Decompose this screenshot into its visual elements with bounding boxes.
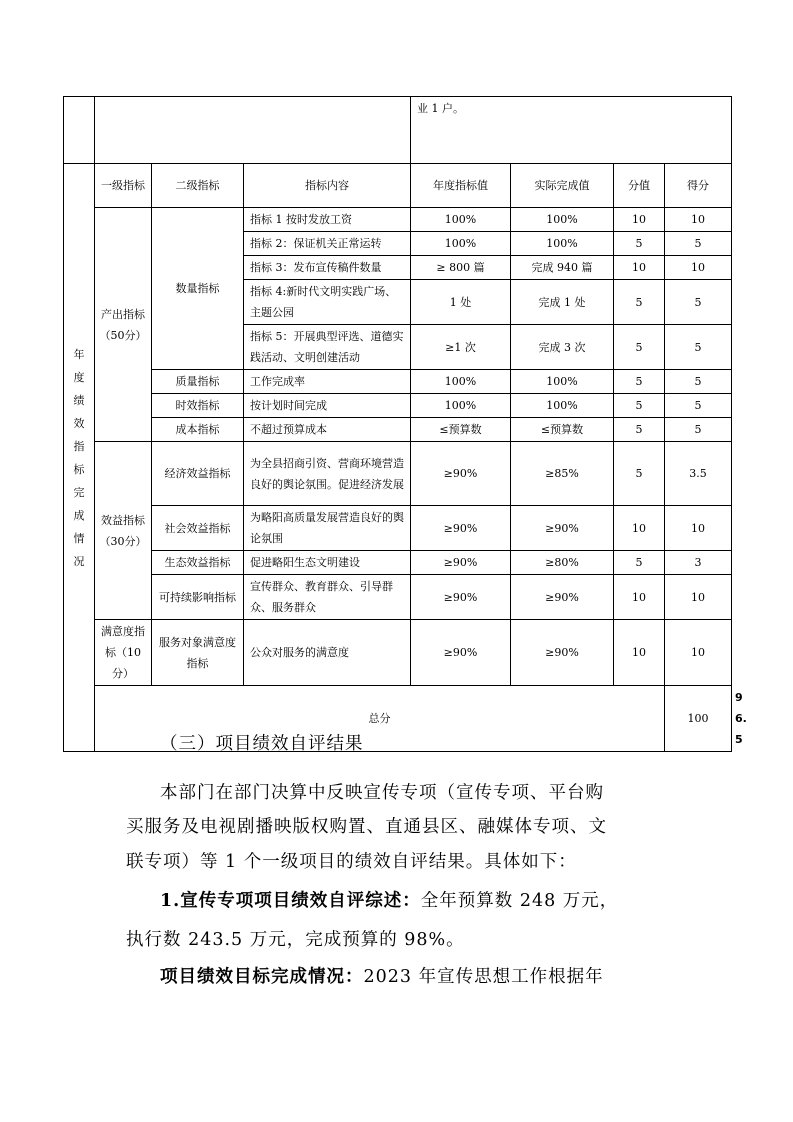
sub-social: 社会效益指标 [152,506,244,551]
row-got: 10 [665,506,732,551]
row-actual: ≥90% [511,575,614,620]
side-label: 年度绩效指标完成情况 [64,164,95,752]
row-got: 5 [665,280,732,325]
header-level1: 一级指标 [95,164,152,208]
row-target: ≥90% [411,442,511,506]
row-actual: 完成 940 篇 [511,256,614,280]
row-actual: 完成 3 次 [511,325,614,370]
group-benefit: 效益指标（30分） [95,442,152,620]
row-got: 5 [665,394,732,418]
row-target: ≥ 800 篇 [411,256,511,280]
paragraph-line: 联专项）等 1 个一级项目的绩效自评结果。具体如下： [126,852,577,872]
row-got: 5 [665,325,732,370]
row-score: 5 [614,370,665,394]
row-actual: 100% [511,232,614,256]
row-score: 5 [614,418,665,442]
row-target: 1 处 [411,280,511,325]
paragraph-line [160,965,726,989]
row-got: 5 [665,418,732,442]
row-content: 指标 1 按时发放工资 [244,208,411,232]
row-got: 10 [665,256,732,280]
row-got: 3 [665,551,732,575]
sub-service: 服务对象满意度指标 [152,620,244,686]
row-content: 指标 3：发布宣传稿件数量 [244,256,411,280]
sub-quality: 质量指标 [152,370,244,394]
blank-cell [95,97,411,164]
row-score: 10 [614,256,665,280]
section-heading: （三）项目绩效自评结果 [160,734,364,754]
row-target: 100% [411,208,511,232]
header-content: 指标内容 [244,164,411,208]
row-content: 为全县招商引资、营商环境营造良好的舆论氛围。促进经济发展 [244,442,411,506]
sub-cost: 成本指标 [152,418,244,442]
row-content: 工作完成率 [244,370,411,394]
row-actual: ≥80% [511,551,614,575]
row-target: ≥90% [411,551,511,575]
row-got: 3.5 [665,442,732,506]
row-target: 100% [411,232,511,256]
row-got: 10 [665,208,732,232]
paragraph-line: 执行数 243.5 万元，完成预算的 98%。 [126,930,465,950]
row-score: 10 [614,620,665,686]
group-output: 产出指标（50分） [95,208,152,442]
row-got: 5 [665,232,732,256]
total-label: 总分 [95,686,665,752]
row-actual: ≥85% [511,442,614,506]
row-actual: 100% [511,370,614,394]
row-content: 为略阳高质量发展营造良好的舆论氛围 [244,506,411,551]
header-actual: 实际完成值 [511,164,614,208]
row-content: 按计划时间完成 [244,394,411,418]
row-content: 不超过预算成本 [244,418,411,442]
row-target: ≥90% [411,620,511,686]
row-target: ≥90% [411,575,511,620]
row-actual: 100% [511,208,614,232]
row-target: 100% [411,370,511,394]
row-content: 指标 5：开展典型评选、道德实践活动、文明创建活动 [244,325,411,370]
row-actual: ≥90% [511,620,614,686]
header-got: 得分 [665,164,732,208]
row-score: 5 [614,232,665,256]
top-note: 业 1 户。 [411,97,732,164]
row-target: ≤预算数 [411,418,511,442]
header-level2: 二级指标 [152,164,244,208]
row-score: 10 [614,506,665,551]
row-score: 10 [614,575,665,620]
paragraph-line: 买服务及电视剧播映版权购置、直通县区、融媒体专项、文 [126,817,607,837]
goal-text: 2023 年宣传思想工作根据年 [363,967,604,987]
row-target: ≥1 次 [411,325,511,370]
row-score: 10 [614,208,665,232]
sub-ecological: 生态效益指标 [152,551,244,575]
row-score: 5 [614,325,665,370]
row-content: 宣传群众、教育群众、引导群众、服务群众 [244,575,411,620]
row-score: 5 [614,551,665,575]
row-target: ≥90% [411,506,511,551]
summary-heading: 1.宣传专项项目绩效自评综述： [160,891,421,911]
blank-cell [64,97,95,164]
row-actual: ≥90% [511,506,614,551]
row-actual: ≤预算数 [511,418,614,442]
summary-text: 全年预算数 248 万元， [420,891,619,911]
performance-table: 业 1 户。 年度绩效指标完成情况 一级指标 二级指标 指标内容 年度指标值 实际完成值 分值 得分 产出指标（50分） 数量指标 指标 1 按时发放工资 100% 100% 10 10 指标 2：保证机关正常运转 100% 100% 5 5 指标 3：发布宣传稿件数量 ≥ 800 篇 完成 940 篇 10 10 指标 4:新时代文明实践广场、主题公园 1 处 完成 1 处 5 5 指标 5：开展典型评选、道德实践活动、文明创建活动 ≥1 次 完成 3 次 5 5 质量指标 工作完成率 100% 100% 5 5 时效指标 按计划时间完成 100% 100% 5 5 成本指标 不超过预算成本 ≤预算数 ≤预算数 5 5 效益指标（30分） 经济效益指标 为全县招商引资、营商环境营造良好的舆论氛围。促进经济发展 ≥90% ≥85% 5 3.5 社会效益指标 为略阳高质量发展营造良好的舆论氛围 ≥90% ≥90% 10 10 生态效益指标 促进略阳生态文明建设 ≥90% ≥80% 5 3 可持续影响指标 宣传群众、教育群众、引导群众、服务群众 ≥90% ≥90% 10 10 满意度指标（10分） 服务对象满意度指标 公众对服务的满意度 ≥90% ≥90% 10 10 总分 100 96.5 [63,96,732,752]
row-target: 100% [411,394,511,418]
paragraph-line: 本部门在部门决算中反映宣传专项（宣传专项、平台购 [160,783,604,803]
goal-heading: 项目绩效目标完成情况： [160,967,364,987]
row-got: 10 [665,575,732,620]
sub-timeliness: 时效指标 [152,394,244,418]
header-target: 年度指标值 [411,164,511,208]
sub-quantity: 数量指标 [152,208,244,370]
row-got: 5 [665,370,732,394]
row-score: 5 [614,442,665,506]
sub-economic: 经济效益指标 [152,442,244,506]
total-score: 100 [665,686,732,752]
row-actual: 完成 1 处 [511,280,614,325]
group-satisfaction: 满意度指标（10分） [95,620,152,686]
header-score: 分值 [614,164,665,208]
row-score: 5 [614,280,665,325]
row-score: 5 [614,394,665,418]
row-content: 促进略阳生态文明建设 [244,551,411,575]
row-content: 指标 2：保证机关正常运转 [244,232,411,256]
paragraph-line [160,889,726,913]
row-actual: 100% [511,394,614,418]
sub-sustainable: 可持续影响指标 [152,575,244,620]
row-content: 公众对服务的满意度 [244,620,411,686]
row-got: 10 [665,620,732,686]
row-content: 指标 4:新时代文明实践广场、主题公园 [244,280,411,325]
